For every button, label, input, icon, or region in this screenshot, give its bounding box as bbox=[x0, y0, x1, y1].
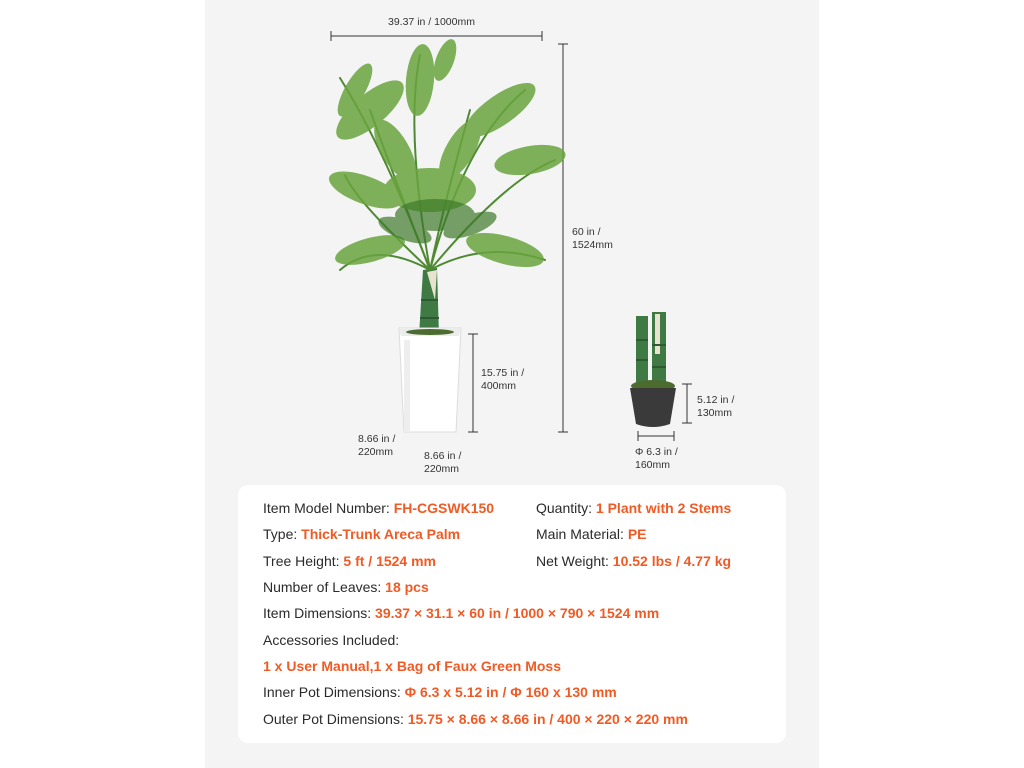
spec-material-label: Main Material: bbox=[536, 526, 628, 542]
spec-type-label: Type: bbox=[263, 526, 302, 542]
width-dimension-line bbox=[331, 31, 542, 41]
pot-width-label-line2: 220mm bbox=[424, 463, 460, 475]
inner-pot-with-stems bbox=[630, 312, 676, 427]
height-dimension-line bbox=[558, 44, 568, 432]
spec-outer-pot-value: 15.75 × 8.66 × 8.66 in / 400 × 220 × 220 mm bbox=[407, 711, 688, 727]
palm-trunk bbox=[419, 268, 439, 336]
inner-pot-height-dimension-line bbox=[682, 384, 692, 423]
spec-model-value: FH-CGSWK150 bbox=[393, 500, 495, 516]
spec-model-label: Item Model Number: bbox=[263, 500, 394, 516]
spec-item-dimensions-value: 39.37 × 31.1 × 60 in / 1000 × 790 × 1524 mm bbox=[375, 605, 660, 621]
spec-material bbox=[536, 525, 647, 543]
spec-leaves-value: 18 pcs bbox=[385, 579, 429, 595]
spec-outer-pot-label: Outer Pot Dimensions: bbox=[263, 711, 408, 727]
spec-height bbox=[263, 552, 436, 570]
spec-accessories-value: 1 x User Manual,1 x Bag of Faux Green Moss bbox=[263, 658, 561, 674]
pot-height-dimension-line bbox=[468, 334, 478, 432]
inner-pot-height-label-line2: 130mm bbox=[697, 407, 733, 419]
inner-pot-height-label-line1: 5.12 in / bbox=[697, 394, 735, 406]
height-label-line2: 1524mm bbox=[572, 239, 613, 251]
spec-weight-value: 10.52 lbs / 4.77 kg bbox=[612, 553, 732, 569]
spec-quantity-value: 1 Plant with 2 Stems bbox=[595, 500, 732, 516]
spec-type bbox=[263, 525, 460, 543]
height-label-line1: 60 in / bbox=[572, 226, 601, 238]
spec-model bbox=[263, 499, 494, 517]
spec-inner-pot-value: Φ 6.3 x 5.12 in / Φ 160 x 130 mm bbox=[404, 684, 617, 700]
pot-depth-label-line1: 8.66 in / bbox=[358, 433, 396, 445]
width-label: 39.37 in / 1000mm bbox=[388, 16, 475, 28]
product-panel bbox=[205, 0, 819, 768]
spec-leaves bbox=[263, 578, 429, 596]
inner-pot-diameter-dimension-line bbox=[638, 431, 674, 441]
spec-leaves-label: Number of Leaves: bbox=[263, 579, 386, 595]
spec-material-value: PE bbox=[627, 526, 647, 542]
spec-outer-pot bbox=[263, 710, 688, 728]
spec-accessories-label: Accessories Included: bbox=[263, 632, 400, 648]
spec-quantity bbox=[536, 499, 731, 517]
spec-weight bbox=[536, 552, 731, 570]
spec-quantity-label: Quantity: bbox=[536, 500, 596, 516]
spec-weight-label: Net Weight: bbox=[536, 553, 613, 569]
spec-item-dimensions bbox=[263, 604, 659, 622]
spec-inner-pot-label: Inner Pot Dimensions: bbox=[263, 684, 405, 700]
pot-width-label-line1: 8.66 in / bbox=[424, 450, 462, 462]
inner-pot-diameter-label-line2: 160mm bbox=[635, 459, 671, 471]
spec-height-label: Tree Height: bbox=[263, 553, 344, 569]
spec-type-value: Thick-Trunk Areca Palm bbox=[301, 526, 461, 542]
palm-leaflets bbox=[325, 36, 568, 274]
spec-card bbox=[238, 485, 786, 743]
spec-height-value: 5 ft / 1524 mm bbox=[343, 553, 437, 569]
pot-height-label-line1: 15.75 in / bbox=[481, 367, 525, 379]
pot-depth-label-line2: 220mm bbox=[358, 446, 394, 458]
tall-planter bbox=[399, 328, 461, 432]
pot-height-label-line2: 400mm bbox=[481, 380, 517, 392]
spec-item-dimensions-label: Item Dimensions: bbox=[263, 605, 376, 621]
spec-inner-pot bbox=[263, 683, 617, 701]
inner-pot-diameter-label-line1: Φ 6.3 in / bbox=[635, 446, 678, 458]
